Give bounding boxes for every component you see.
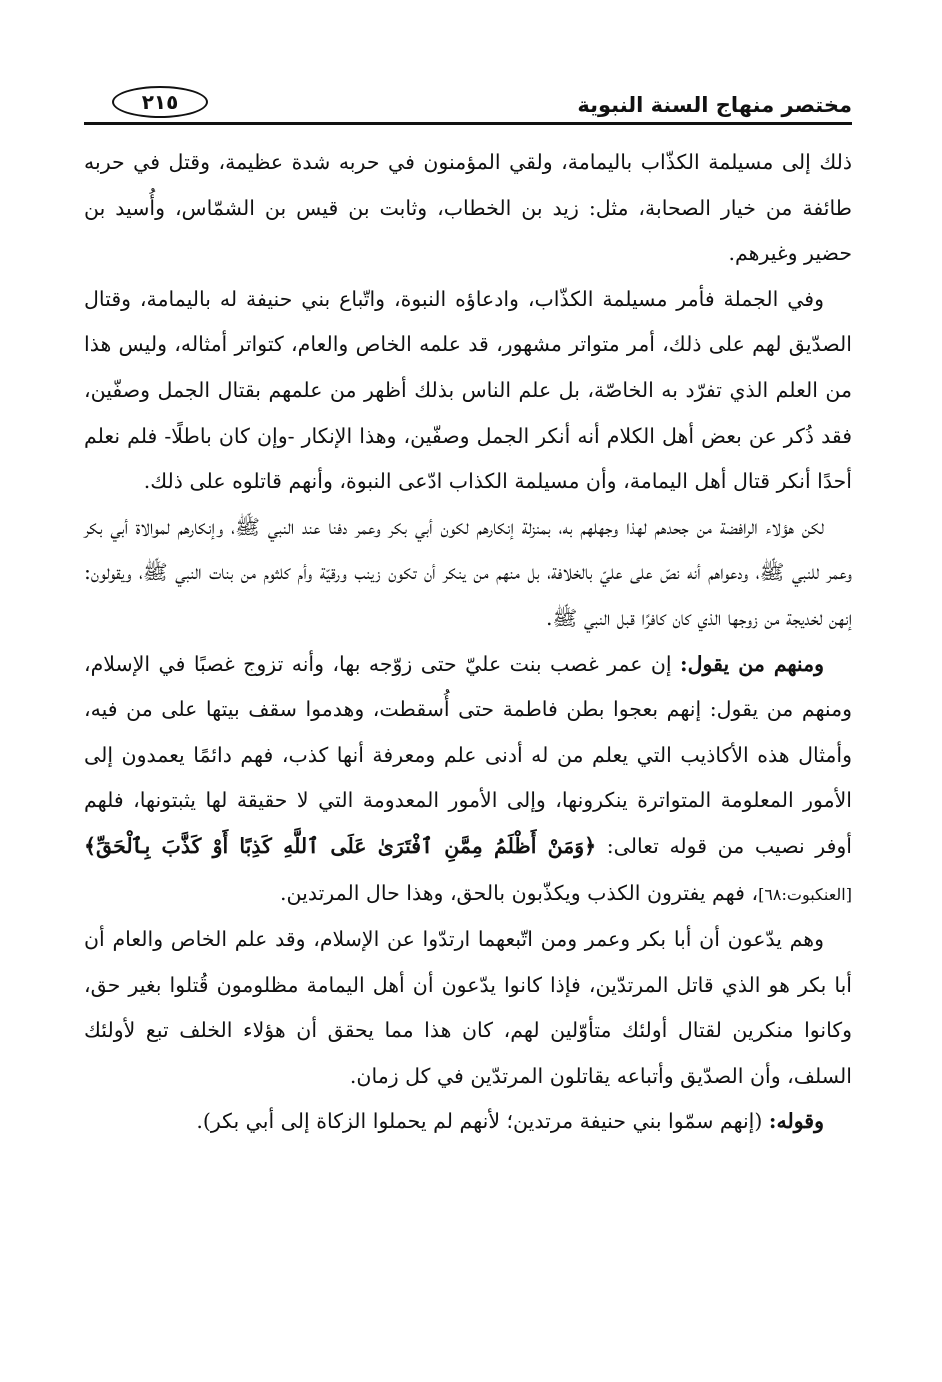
quran-verse: ﴿وَمَنْ أَظْلَمُ مِمَّنِ ٱفْتَرَىٰ عَلَى ٱللَّهِ كَذِبًا أَوْ كَذَّبَ بِٱلْحَقِّ﴾: [84, 833, 597, 858]
paragraph-3: [84, 505, 852, 642]
paragraph-1: [84, 140, 852, 277]
paragraph-6: [84, 1099, 852, 1145]
book-title: مختصر منهاج السنة النبوية: [577, 93, 852, 117]
header-rule: [84, 122, 852, 125]
page-body: [84, 140, 852, 1145]
paragraph-2: [84, 277, 852, 505]
page-number: ٢١٥: [112, 86, 208, 118]
paragraph-lead: وقوله:: [768, 1109, 824, 1134]
paragraph-text: وفي الجملة فأمر مسيلمة الكذّاب، وادعاؤه النبوة، واتّباع بني حنيفة له باليمامة، وقتال الصدّيق لهم على ذلك، أمر متواتر مشهور، قد علمه الخاص والعام، كتواتر أمثاله، وليس هذا من العلم الذي تفرّد به الخاصّة، بل علم الناس بذلك أظهر من علمهم بقتال الجمل وصفّين، فقد ذُكر عن بعض أهل الكلام أنه أنكر الجمل وصفّين، وهذا الإنكار -وإن كان باطلًا- فلم نعلم أحدًا أنكر قتال أهل اليمامة، وأن مسيلمة الكذاب ادّعى النبوة، وأنهم قاتلوه على ذلك.: [84, 286, 852, 494]
paragraph-text: ذلك إلى مسيلمة الكذّاب باليمامة، ولقي المؤمنون في حربه شدة عظيمة، وقتل في حربه طائفة من خيار الصحابة، مثل: زيد بن الخطاب، وثابت بن قيس بن الشمّاس، وأُسيد بن حضير وغيرهم.: [84, 150, 852, 266]
page-header: [84, 82, 852, 126]
paragraph-4: [84, 642, 852, 918]
paragraph-text: وهم يدّعون أن أبا بكر وعمر ومن اتّبعهما ارتدّوا عن الإسلام، وقد علم الخاص والعام أن أبا بكر هو الذي قاتل المرتدّين، فإذا كانوا يدّعون أن أهل اليمامة مظلومون قُتلوا بغير حق، وكانوا منكرين لقتال أولئك متأوّلين لهم، كان هذا مما يحقق أن هؤلاء الخلف تبع لأولئك السلف، وأن الصدّيق وأتباعه يقاتلون المرتدّين في كل زمان.: [84, 927, 852, 1088]
paragraph-5: [84, 917, 852, 1099]
paragraph-tail: ، فهم يفترون الكذب ويكذّبون بالحق، وهذا حال المرتدين.: [280, 880, 759, 905]
paragraph-text: إن عمر غصب بنت عليّ حتى زوّجه بها، وأنه تزوج غصبًا في الإسلام، ومنهم من يقول: إنهم بعجوا بطن فاطمة حتى أُسقطت، وهدموا سقف بيتها على من فيه، وأمثال هذه الأكاذيب التي يعلم من له أدنى علم ومعرفة أنها كذب، فهم دائمًا يعمدون إلى الأمور المعلومة المتواترة ينكرونها، وإلى الأمور المعدومة التي لا حقيقة لها يثبتونها، فلهم أوفر نصيب من قوله تعالى:: [84, 651, 852, 858]
verse-citation: [العنكبوت:٦٨]: [758, 884, 852, 904]
paragraph-text: لكن هؤلاء الرافضة من جحدهم لهذا وجهلهم به، بمنزلة إنكارهم لكون أبي بكر وعمر دفنا عند النبي ﷺ، وإنكارهم لموالاة أبي بكر وعمر للنبي ﷺ، ودعواهم أنه نصّ على عليّ بالخلافة، بل منهم من ينكر أن تكون زينب ورقيّة وأم كلثوم من بنات النبي ﷺ، ويقولون: إنهن لخديجة من زوجها الذي كان كافرًا قبل النبي ﷺ.: [84, 514, 852, 630]
paragraph-lead: ومنهم من يقول:: [680, 651, 824, 676]
paragraph-text: (إنهم سمّوا بني حنيفة مرتدين؛ لأنهم لم يحملوا الزكاة إلى أبي بكر).: [196, 1109, 769, 1134]
